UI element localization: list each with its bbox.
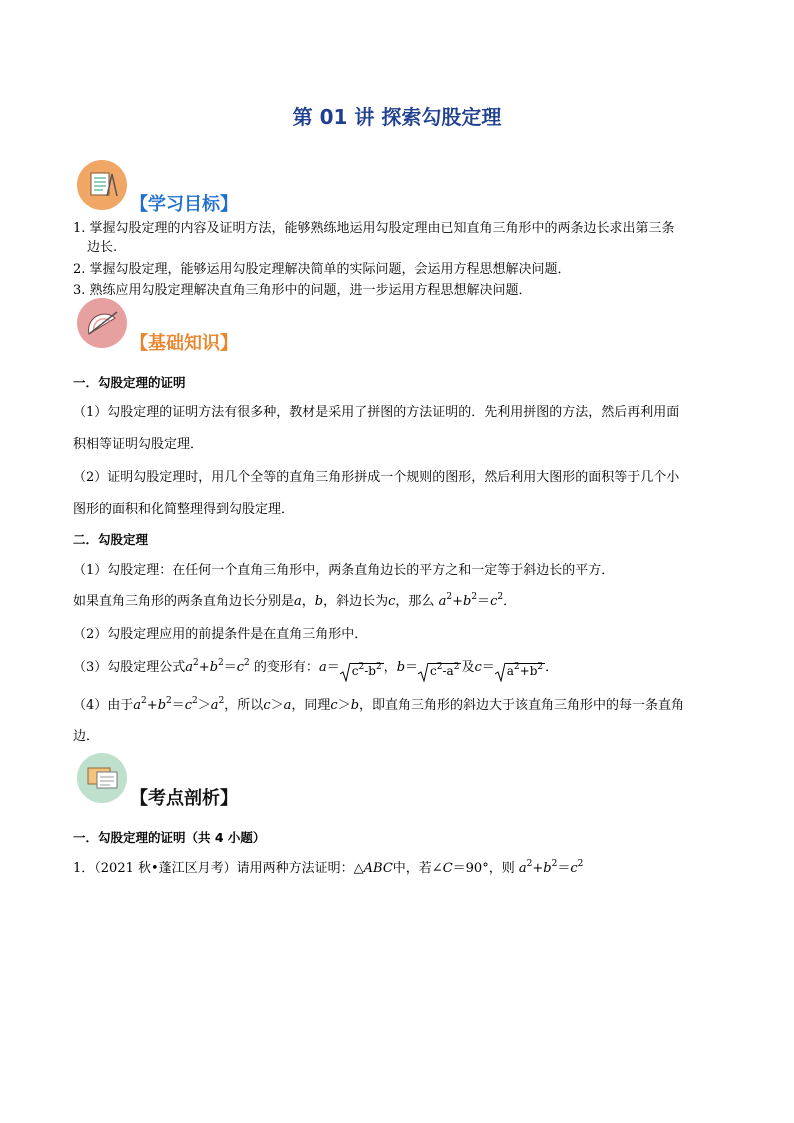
basics-q4-cont: 边．: [73, 729, 100, 744]
protractor-icon: [77, 298, 127, 348]
goals-heading: 【学习目标】: [130, 194, 238, 215]
sqrt-a2-plus-b2: $a^2+b^2$: [495, 661, 545, 682]
basics-q1: （1）勾股定理：在任何一个直角三角形中，两条直角边长的平方之和一定等于斜边长的平方．: [73, 563, 615, 578]
documents-icon: [77, 753, 127, 803]
basics-p1-line1: （1）勾股定理的证明方法有很多种，教材是采用了拼图的方法证明的．先利用拼图的方法，然后再利用面: [73, 405, 680, 420]
goal-item-2: 2. 掌握勾股定理，能够运用勾股定理解决简单的实际问题，会运用方程思想解决问题．: [73, 262, 571, 277]
basics-q3: （3）勾股定理公式$a^2+b^2=c^2$ 的变形有：$a= c^2-b^2$ ，$b= c^2-a^2$ 及$c= a^2+b^2$ ．: [73, 658, 558, 682]
basics-q2: （2）勾股定理应用的前提条件是在直角三角形中．: [73, 627, 368, 642]
notebook-icon: [77, 160, 127, 210]
analysis-heading: 【考点剖析】: [130, 788, 238, 809]
goal-item-3: 3. 熟练应用勾股定理解决直角三角形中的问题，进一步运用方程思想解决问题．: [73, 283, 532, 298]
basics-subheading-2: 二．勾股定理: [73, 532, 149, 547]
sqrt-c2-minus-a2: $c^2-a^2$: [418, 661, 461, 682]
basics-p2-line1: （2）证明勾股定理时，用几个全等的直角三角形拼成一个规则的图形，然后利用大图形的面积等于几个小: [73, 470, 680, 485]
basics-p1-line2: 积相等证明勾股定理．: [73, 437, 204, 452]
basics-q1-formula: 如果直角三角形的两条直角边长分别是a，b，斜边长为c，那么 $a^2+b^2=c^2$．: [73, 592, 517, 609]
goal-item-1: 1. 掌握勾股定理的内容及证明方法，能够熟练地运用勾股定理由已知直角三角形中的两条边长求出第三条: [73, 221, 675, 236]
basics-p2-line2: 图形的面积和化简整理得到勾股定理．: [73, 502, 295, 517]
basics-q4: （4）由于$a^2+b^2=c^2>a^2$，所以c＞a，同理c＞b，即直角三角形的斜边大于该直角三角形中的每一条直角: [73, 696, 685, 713]
basics-subheading-1: 一．勾股定理的证明: [73, 375, 186, 390]
basics-heading: 【基础知识】: [130, 333, 238, 354]
page-title: 第 01 讲 探索勾股定理: [292, 105, 502, 129]
sqrt-c2-minus-b2: $c^2-b^2$: [340, 661, 384, 682]
problem-1: 1．（2021 秋•蓬江区月考）请用两种方法证明：△ABC中，若∠C＝90°，则 $a^2+b^2=c^2$: [73, 859, 584, 876]
goal-item-1-cont: 边长.: [87, 240, 118, 255]
analysis-subheading-1: 一．勾股定理的证明（共 4 小题）: [73, 830, 266, 845]
